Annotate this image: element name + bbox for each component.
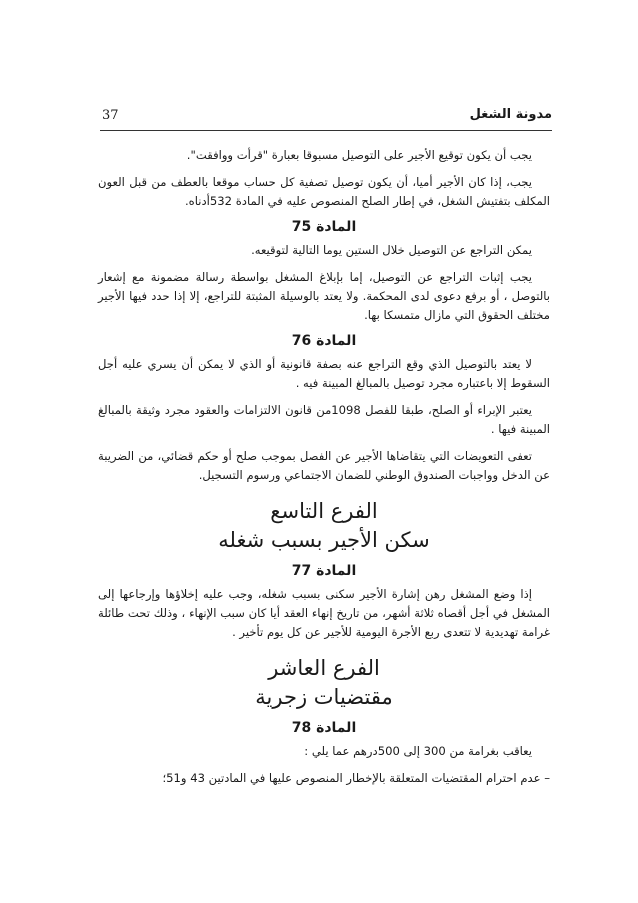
page-number: 37 (102, 108, 119, 123)
section-title: مقتضيات زجرية (255, 685, 393, 709)
section-number: الفرع العاشر (268, 656, 380, 680)
section-heading (98, 654, 550, 712)
paragraph: – عدم احترام المقتضيات المتعلقة بالإخطار المنصوص عليها في المادتين 43 و51؛ (162, 771, 550, 785)
article-heading: المادة 75 (291, 219, 357, 235)
paragraph: يجب إثبات التراجع عن التوصيل، إما بإبلاغ المشغل بواسطة رسالة مضمونة مع إشعار بالتوصل ، أو برفع دعوى لدى المحكمة. ولا يعتد بالوسيلة المثبتة للتراجع، إلا إذا حدد فيها الأجير مختلف الحقوق التي مازال متمسكا بها. (98, 270, 550, 322)
paragraph: لا يعتد بالتوصيل الذي وقع التراجع عنه بصفة قانونية أو الذي لا يمكن أن يسري عليه أجل السقوط إلا باعتباره مجرد توصيل بالمبالغ المبينة فيه . (98, 357, 550, 390)
paragraph: إذا وضع المشغل رهن إشارة الأجير سكنى بسبب شغله، وجب عليه إخلاؤها وإرجاعها إلى المشغل في أجل أقصاه ثلاثة أشهر، من تاريخ إنهاء العقد أيا كان سبب الإنهاء ، وذلك تحت طائلة غرامة تهديدية لا تتعدى ربع الأجرة اليومية للأجير عن كل يوم تأخير . (98, 587, 550, 639)
document-body (98, 146, 550, 796)
paragraph: يعاقب بغرامة من 300 إلى 500درهم عما يلي : (304, 744, 532, 758)
article-heading: المادة 76 (291, 333, 357, 349)
paragraph: يمكن التراجع عن التوصيل خلال الستين يوما التالية لتوقيعه. (251, 243, 532, 257)
section-title: سكن الأجير بسبب شغله (218, 528, 430, 552)
paragraph: يجب، إذا كان الأجير أميا، أن يكون توصيل تصفية كل حساب موقعا بالعطف من قبل العون المكلف بتفتيش الشغل، في إطار الصلح المنصوص عليه في المادة 532أدناه. (98, 175, 550, 208)
section-heading (98, 497, 550, 555)
paragraph: تعفى التعويضات التي يتقاضاها الأجير عن الفصل بموجب صلح أو حكم قضائي، من الضريبة عن الدخل وواجبات الصندوق الوطني للضمان الاجتماعي ورسوم التسجيل. (98, 449, 550, 482)
article-heading: المادة 78 (291, 720, 357, 736)
section-number: الفرع التاسع (270, 499, 378, 523)
paragraph: يجب أن يكون توقيع الأجير على التوصيل مسبوقا بعبارة "قرأت ووافقت". (186, 148, 532, 162)
running-title: مدونة الشغل (469, 107, 552, 122)
page-header (100, 104, 552, 131)
article-heading: المادة 77 (291, 563, 357, 579)
paragraph: يعتبر الإبراء أو الصلح، طبقا للفصل 1098من قانون الالتزامات والعقود مجرد وثيقة بالمبالغ المبينة فيها . (98, 403, 550, 436)
